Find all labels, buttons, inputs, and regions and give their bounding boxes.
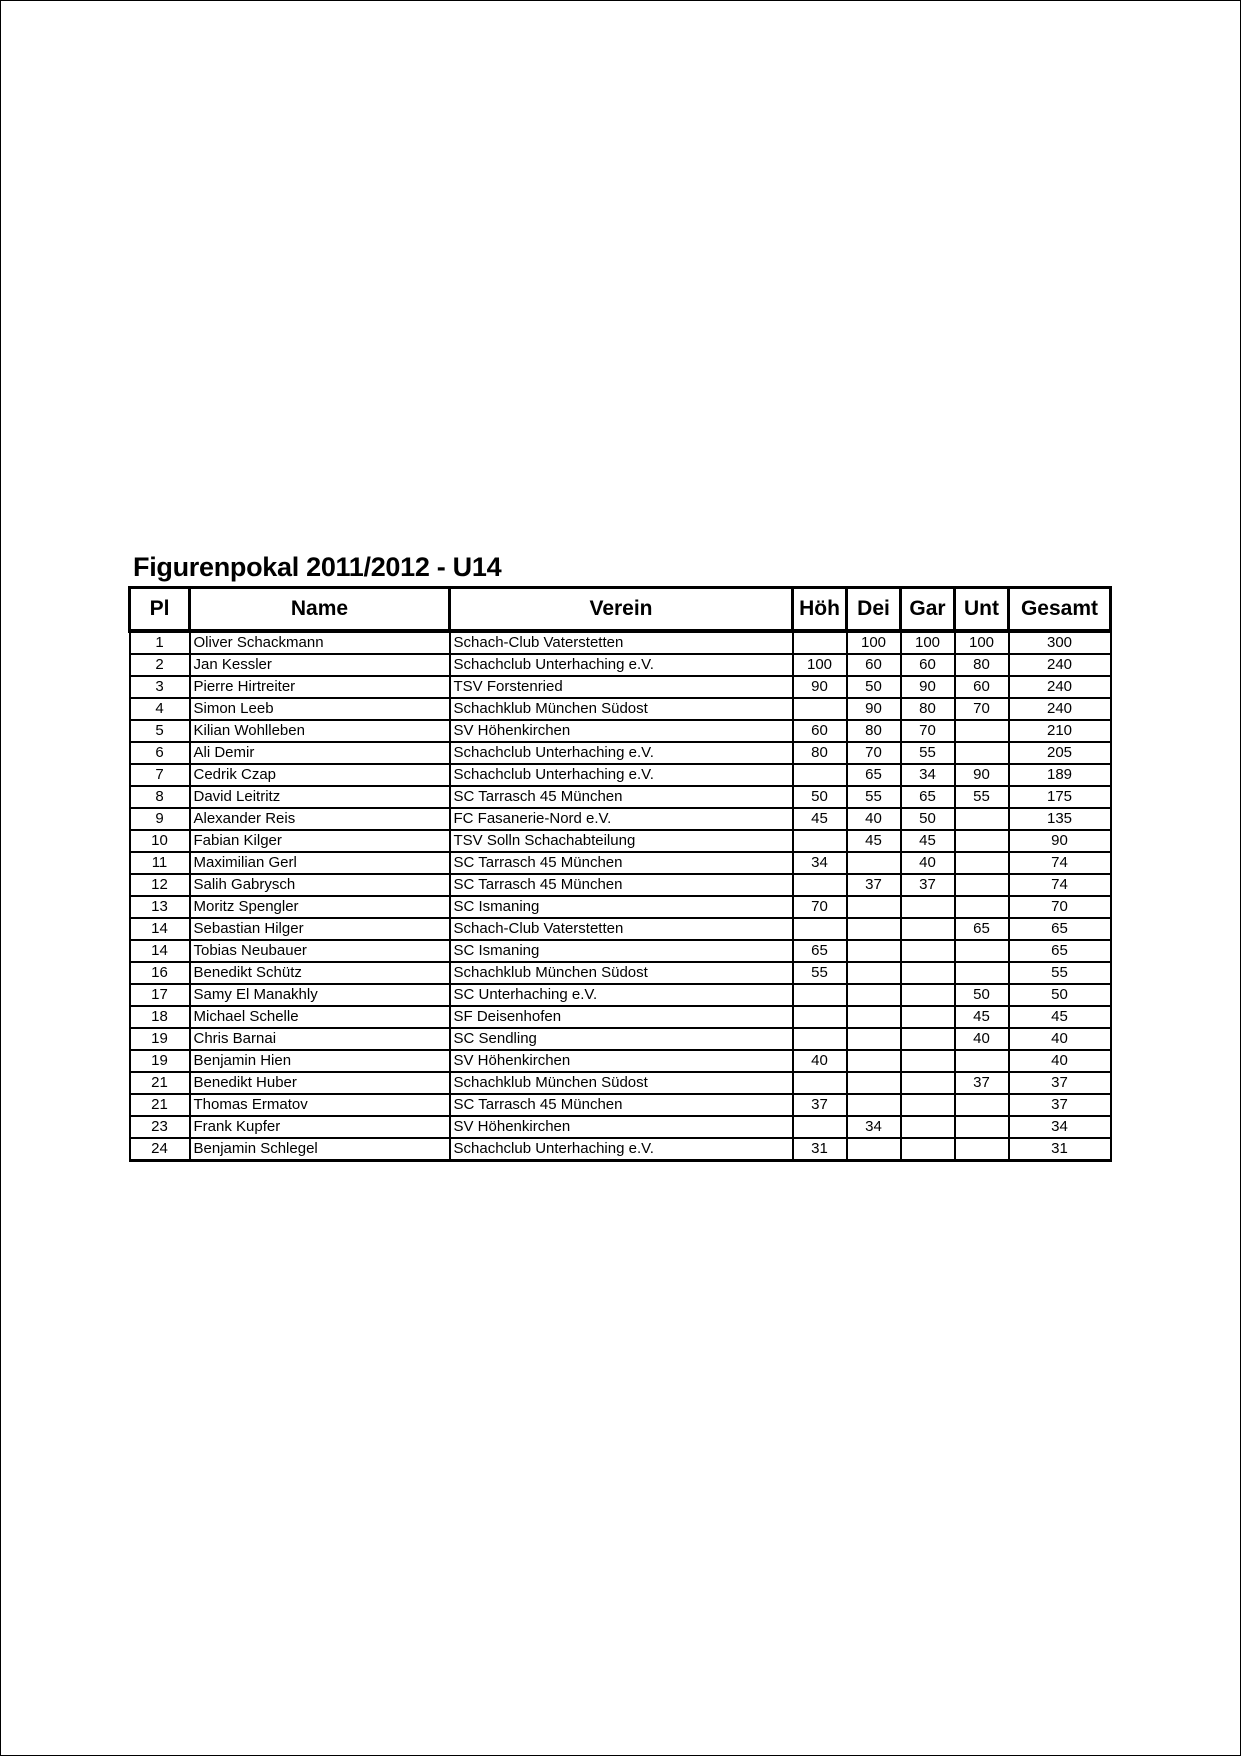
cell-name: Oliver Schackmann <box>190 631 450 654</box>
table-row <box>130 764 1111 786</box>
cell-gar: 34 <box>901 764 955 786</box>
cell-dei <box>847 918 901 940</box>
cell-gesamt: 189 <box>1009 764 1111 786</box>
cell-gar: 100 <box>901 631 955 654</box>
cell-unt <box>955 830 1009 852</box>
cell-gar <box>901 1094 955 1116</box>
page-title: Figurenpokal 2011/2012 - U14 <box>133 552 502 582</box>
cell-gesamt: 240 <box>1009 676 1111 698</box>
cell-club: SV Höhenkirchen <box>450 720 793 742</box>
cell-gar: 80 <box>901 698 955 720</box>
cell-place: 16 <box>130 962 190 984</box>
cell-place: 13 <box>130 896 190 918</box>
cell-gar <box>901 918 955 940</box>
cell-hoeh <box>793 764 847 786</box>
cell-name: Kilian Wohlleben <box>190 720 450 742</box>
cell-hoeh <box>793 830 847 852</box>
cell-dei <box>847 896 901 918</box>
cell-gesamt: 240 <box>1009 654 1111 676</box>
table-row <box>130 1094 1111 1116</box>
cell-club: SV Höhenkirchen <box>450 1116 793 1138</box>
cell-unt <box>955 1094 1009 1116</box>
cell-name: David Leitritz <box>190 786 450 808</box>
table-row <box>130 1072 1111 1094</box>
cell-place: 7 <box>130 764 190 786</box>
cell-dei <box>847 852 901 874</box>
column-header-name: Name <box>190 588 450 632</box>
cell-hoeh <box>793 1006 847 1028</box>
cell-place: 4 <box>130 698 190 720</box>
cell-hoeh: 80 <box>793 742 847 764</box>
cell-gesamt: 31 <box>1009 1138 1111 1161</box>
cell-place: 18 <box>130 1006 190 1028</box>
cell-dei <box>847 940 901 962</box>
cell-club: TSV Forstenried <box>450 676 793 698</box>
cell-club: Schach-Club Vaterstetten <box>450 631 793 654</box>
cell-dei <box>847 984 901 1006</box>
cell-gesamt: 65 <box>1009 918 1111 940</box>
table-row <box>130 852 1111 874</box>
cell-place: 14 <box>130 918 190 940</box>
column-header-verein: Verein <box>450 588 793 632</box>
cell-gar: 55 <box>901 742 955 764</box>
cell-unt: 100 <box>955 631 1009 654</box>
table-row <box>130 962 1111 984</box>
cell-unt: 70 <box>955 698 1009 720</box>
cell-gesamt: 175 <box>1009 786 1111 808</box>
cell-place: 19 <box>130 1028 190 1050</box>
cell-gesamt: 205 <box>1009 742 1111 764</box>
table-row <box>130 830 1111 852</box>
cell-gar <box>901 940 955 962</box>
cell-gar: 65 <box>901 786 955 808</box>
cell-gesamt: 90 <box>1009 830 1111 852</box>
table-row <box>130 1006 1111 1028</box>
cell-hoeh: 55 <box>793 962 847 984</box>
cell-club: Schachclub Unterhaching e.V. <box>450 742 793 764</box>
cell-dei: 45 <box>847 830 901 852</box>
cell-gesamt: 70 <box>1009 896 1111 918</box>
column-header-dei: Dei <box>847 588 901 632</box>
cell-club: SV Höhenkirchen <box>450 1050 793 1072</box>
table-row <box>130 918 1111 940</box>
cell-club: Schachclub Unterhaching e.V. <box>450 1138 793 1161</box>
cell-hoeh <box>793 874 847 896</box>
cell-hoeh <box>793 1116 847 1138</box>
cell-name: Benjamin Schlegel <box>190 1138 450 1161</box>
cell-hoeh <box>793 631 847 654</box>
cell-gesamt: 34 <box>1009 1116 1111 1138</box>
cell-unt <box>955 896 1009 918</box>
cell-gar: 45 <box>901 830 955 852</box>
cell-dei: 50 <box>847 676 901 698</box>
cell-place: 11 <box>130 852 190 874</box>
cell-name: Thomas Ermatov <box>190 1094 450 1116</box>
cell-gesamt: 50 <box>1009 984 1111 1006</box>
cell-place: 8 <box>130 786 190 808</box>
cell-club: FC Fasanerie-Nord e.V. <box>450 808 793 830</box>
cell-gar <box>901 896 955 918</box>
cell-gar <box>901 1116 955 1138</box>
table-row <box>130 720 1111 742</box>
table-row <box>130 631 1111 654</box>
column-header-gar: Gar <box>901 588 955 632</box>
cell-unt <box>955 852 1009 874</box>
cell-place: 21 <box>130 1094 190 1116</box>
cell-club: SC Unterhaching e.V. <box>450 984 793 1006</box>
cell-unt <box>955 1116 1009 1138</box>
cell-hoeh: 60 <box>793 720 847 742</box>
cell-name: Frank Kupfer <box>190 1116 450 1138</box>
cell-place: 3 <box>130 676 190 698</box>
cell-gesamt: 135 <box>1009 808 1111 830</box>
cell-place: 14 <box>130 940 190 962</box>
cell-dei: 34 <box>847 1116 901 1138</box>
cell-club: Schachklub München Südost <box>450 1072 793 1094</box>
cell-name: Cedrik Czap <box>190 764 450 786</box>
cell-place: 23 <box>130 1116 190 1138</box>
cell-club: SC Tarrasch 45 München <box>450 786 793 808</box>
cell-hoeh: 34 <box>793 852 847 874</box>
cell-unt: 37 <box>955 1072 1009 1094</box>
cell-gesamt: 37 <box>1009 1072 1111 1094</box>
cell-unt: 55 <box>955 786 1009 808</box>
table-row <box>130 654 1111 676</box>
cell-dei: 80 <box>847 720 901 742</box>
cell-unt <box>955 962 1009 984</box>
cell-name: Simon Leeb <box>190 698 450 720</box>
cell-hoeh: 50 <box>793 786 847 808</box>
cell-gesamt: 40 <box>1009 1028 1111 1050</box>
cell-place: 9 <box>130 808 190 830</box>
cell-name: Sebastian Hilger <box>190 918 450 940</box>
cell-gar <box>901 984 955 1006</box>
cell-name: Samy El Manakhly <box>190 984 450 1006</box>
cell-club: Schachklub München Südost <box>450 698 793 720</box>
cell-dei: 90 <box>847 698 901 720</box>
cell-gesamt: 37 <box>1009 1094 1111 1116</box>
cell-place: 10 <box>130 830 190 852</box>
cell-dei <box>847 1094 901 1116</box>
cell-gar <box>901 1028 955 1050</box>
cell-hoeh: 65 <box>793 940 847 962</box>
cell-place: 6 <box>130 742 190 764</box>
table-row <box>130 1028 1111 1050</box>
cell-unt: 80 <box>955 654 1009 676</box>
table-row <box>130 874 1111 896</box>
cell-hoeh: 100 <box>793 654 847 676</box>
cell-dei <box>847 1138 901 1161</box>
cell-hoeh <box>793 918 847 940</box>
cell-hoeh: 40 <box>793 1050 847 1072</box>
cell-hoeh: 37 <box>793 1094 847 1116</box>
cell-club: SC Ismaning <box>450 940 793 962</box>
table-row <box>130 698 1111 720</box>
cell-gesamt: 300 <box>1009 631 1111 654</box>
column-header-gesamt: Gesamt <box>1009 588 1111 632</box>
cell-unt: 60 <box>955 676 1009 698</box>
cell-dei <box>847 1050 901 1072</box>
cell-dei: 100 <box>847 631 901 654</box>
cell-name: Fabian Kilger <box>190 830 450 852</box>
table-row <box>130 742 1111 764</box>
cell-name: Moritz Spengler <box>190 896 450 918</box>
cell-unt: 45 <box>955 1006 1009 1028</box>
cell-dei: 65 <box>847 764 901 786</box>
cell-hoeh <box>793 1072 847 1094</box>
cell-dei: 60 <box>847 654 901 676</box>
table-body <box>130 631 1111 1161</box>
cell-name: Ali Demir <box>190 742 450 764</box>
cell-club: SC Tarrasch 45 München <box>450 852 793 874</box>
cell-gesamt: 240 <box>1009 698 1111 720</box>
cell-dei <box>847 1028 901 1050</box>
cell-name: Benedikt Schütz <box>190 962 450 984</box>
cell-place: 24 <box>130 1138 190 1161</box>
table-row <box>130 808 1111 830</box>
cell-club: Schachclub Unterhaching e.V. <box>450 764 793 786</box>
cell-club: SC Sendling <box>450 1028 793 1050</box>
table-row <box>130 940 1111 962</box>
cell-club: SC Ismaning <box>450 896 793 918</box>
table-row <box>130 984 1111 1006</box>
table-row <box>130 676 1111 698</box>
cell-hoeh <box>793 698 847 720</box>
cell-name: Jan Kessler <box>190 654 450 676</box>
table-row <box>130 1116 1111 1138</box>
cell-unt <box>955 874 1009 896</box>
cell-name: Salih Gabrysch <box>190 874 450 896</box>
cell-gar: 50 <box>901 808 955 830</box>
cell-unt <box>955 1138 1009 1161</box>
cell-hoeh: 70 <box>793 896 847 918</box>
cell-unt <box>955 1050 1009 1072</box>
cell-hoeh: 45 <box>793 808 847 830</box>
cell-name: Benjamin Hien <box>190 1050 450 1072</box>
cell-club: SC Tarrasch 45 München <box>450 1094 793 1116</box>
cell-gesamt: 74 <box>1009 852 1111 874</box>
cell-gar <box>901 962 955 984</box>
cell-dei <box>847 1006 901 1028</box>
cell-gar: 70 <box>901 720 955 742</box>
cell-place: 12 <box>130 874 190 896</box>
cell-gesamt: 40 <box>1009 1050 1111 1072</box>
cell-place: 2 <box>130 654 190 676</box>
cell-dei <box>847 1072 901 1094</box>
cell-name: Alexander Reis <box>190 808 450 830</box>
cell-name: Tobias Neubauer <box>190 940 450 962</box>
cell-place: 19 <box>130 1050 190 1072</box>
cell-club: Schachklub München Südost <box>450 962 793 984</box>
column-header-unt: Unt <box>955 588 1009 632</box>
cell-gesamt: 210 <box>1009 720 1111 742</box>
cell-unt <box>955 720 1009 742</box>
cell-gar <box>901 1050 955 1072</box>
cell-gar <box>901 1072 955 1094</box>
cell-name: Pierre Hirtreiter <box>190 676 450 698</box>
cell-name: Benedikt Huber <box>190 1072 450 1094</box>
cell-dei: 40 <box>847 808 901 830</box>
cell-name: Michael Schelle <box>190 1006 450 1028</box>
cell-name: Maximilian Gerl <box>190 852 450 874</box>
cell-dei <box>847 962 901 984</box>
cell-unt <box>955 940 1009 962</box>
cell-dei: 55 <box>847 786 901 808</box>
cell-dei: 70 <box>847 742 901 764</box>
header-row <box>130 588 1111 632</box>
table-row <box>130 1050 1111 1072</box>
cell-club: Schach-Club Vaterstetten <box>450 918 793 940</box>
table-row <box>130 786 1111 808</box>
cell-gesamt: 55 <box>1009 962 1111 984</box>
column-header-pl: Pl <box>130 588 190 632</box>
cell-unt: 50 <box>955 984 1009 1006</box>
cell-place: 17 <box>130 984 190 1006</box>
cell-gar: 90 <box>901 676 955 698</box>
results-table <box>128 586 1112 1162</box>
cell-name: Chris Barnai <box>190 1028 450 1050</box>
cell-hoeh <box>793 1028 847 1050</box>
cell-unt: 40 <box>955 1028 1009 1050</box>
cell-gar <box>901 1138 955 1161</box>
table-row <box>130 1138 1111 1161</box>
cell-unt <box>955 808 1009 830</box>
cell-unt <box>955 742 1009 764</box>
cell-hoeh: 90 <box>793 676 847 698</box>
cell-unt: 90 <box>955 764 1009 786</box>
cell-place: 1 <box>130 631 190 654</box>
cell-place: 5 <box>130 720 190 742</box>
column-header-hoeh: Höh <box>793 588 847 632</box>
cell-gar: 40 <box>901 852 955 874</box>
cell-gar: 37 <box>901 874 955 896</box>
cell-dei: 37 <box>847 874 901 896</box>
cell-unt: 65 <box>955 918 1009 940</box>
cell-club: SC Tarrasch 45 München <box>450 874 793 896</box>
cell-place: 21 <box>130 1072 190 1094</box>
cell-hoeh <box>793 984 847 1006</box>
cell-gar <box>901 1006 955 1028</box>
cell-club: Schachclub Unterhaching e.V. <box>450 654 793 676</box>
cell-hoeh: 31 <box>793 1138 847 1161</box>
table-row <box>130 896 1111 918</box>
cell-gar: 60 <box>901 654 955 676</box>
cell-club: TSV Solln Schachabteilung <box>450 830 793 852</box>
cell-gesamt: 45 <box>1009 1006 1111 1028</box>
cell-club: SF Deisenhofen <box>450 1006 793 1028</box>
cell-gesamt: 74 <box>1009 874 1111 896</box>
cell-gesamt: 65 <box>1009 940 1111 962</box>
